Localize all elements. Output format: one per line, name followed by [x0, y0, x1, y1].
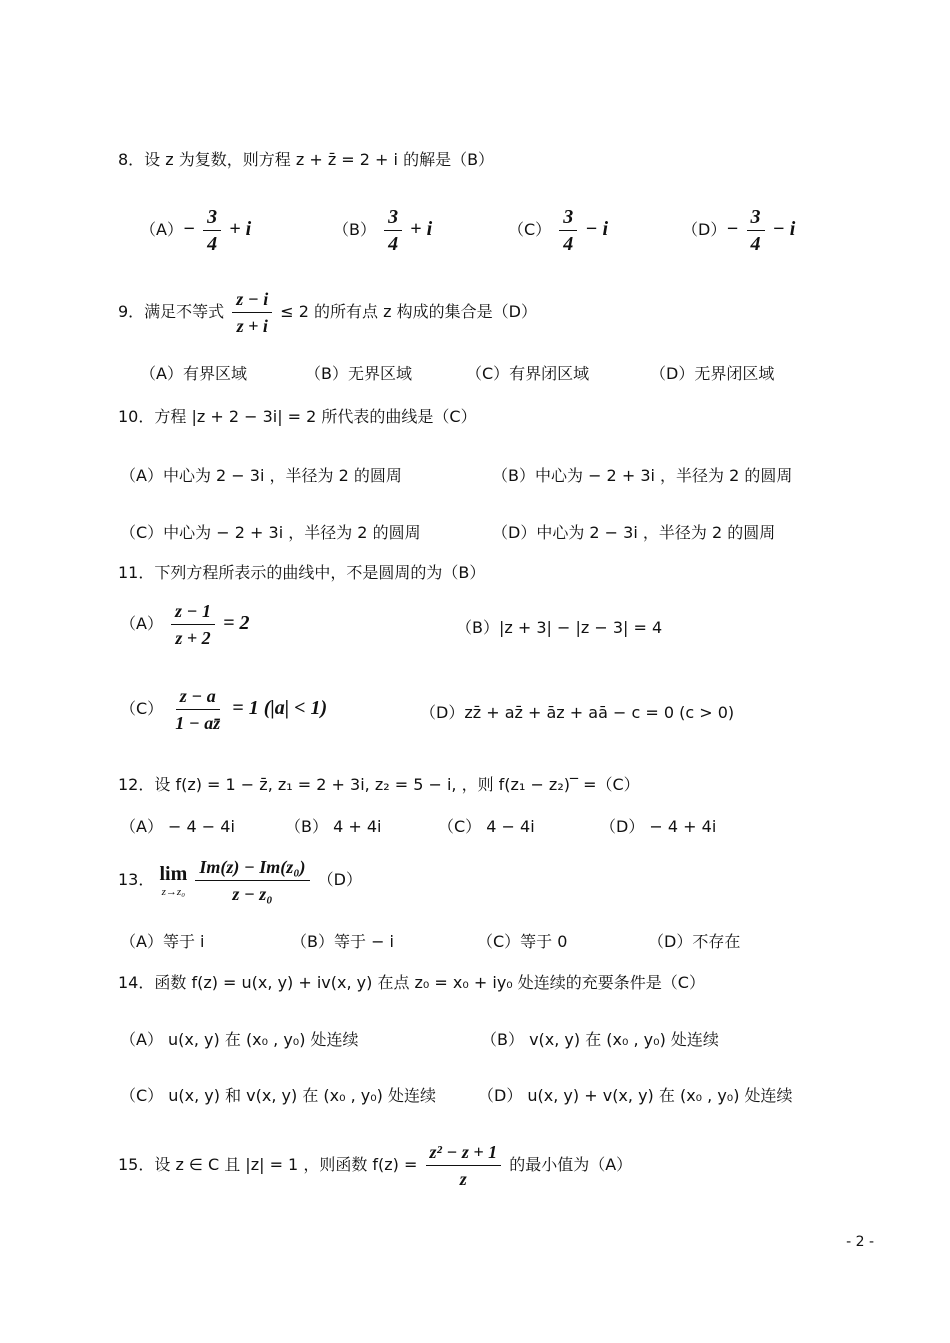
q15-stem: 15．设 z ∈ C 且 |z| = 1 ，则函数 f(z) = $\frac{\text{z² − z + 1}}{z}$ 的最小值为（A）	[118, 1142, 633, 1189]
q10-option-a: （A）中心为 2 − 3i ，半径为 2 的圆周	[120, 466, 402, 485]
q13-option-c: （C）等于 0	[477, 932, 568, 951]
q10-option-d: （D）中心为 2 − 3i ，半径为 2 的圆周	[492, 523, 776, 542]
q14-option-a: （A） u(x, y) 在 (x₀ , y₀) 处连续	[120, 1030, 359, 1049]
q14-stem: 14．函数 f(z) = u(x, y) + iv(x, y) 在点 z₀ = x₀ + iy₀ 处连续的充要条件是（C）	[118, 973, 705, 992]
q8-stem: 8．设 z 为复数，则方程 z + z̄ = 2 + i 的解是（B）	[118, 150, 495, 169]
q12-option-b: （B） 4 + 4i	[285, 817, 382, 836]
q14-option-c: （C） u(x, y) 和 v(x, y) 在 (x₀ , y₀) 处连续	[120, 1086, 436, 1105]
q12-stem: 12．设 f(z) = 1 − z̄, z₁ = 2 + 3i, z₂ = 5 − i, ，则 f(z₁ − z₂)‾ =（C）	[118, 775, 640, 794]
q9-option-c: （C）有界闭区域	[466, 364, 590, 383]
q9-option-d: （D）无界闭区域	[650, 364, 775, 383]
q8-option-a: （A）− $\frac{3}{4}$ + i	[140, 206, 252, 255]
q9-option-a: （A）有界区域	[140, 364, 247, 383]
page-number: - 2 -	[846, 1234, 874, 1250]
q11-option-d: （D）zz̄ + az̄ + āz + aā − c = 0 (c > 0)	[420, 703, 735, 722]
q12-option-c: （C） 4 − 4i	[438, 817, 535, 836]
q14-option-b: （B） v(x, y) 在 (x₀ , y₀) 处连续	[481, 1030, 719, 1049]
q10-option-c: （C）中心为 − 2 + 3i ，半径为 2 的圆周	[120, 523, 421, 542]
q11-stem: 11．下列方程所表示的曲线中，不是圆周的为（B）	[118, 563, 486, 582]
q12-option-a: （A） − 4 − 4i	[120, 817, 235, 836]
q12-option-d: （D） − 4 + 4i	[600, 817, 717, 836]
q9-stem: 9．满足不等式 $\frac{z - i}{z + i}$ ≤ 2 的所有点 z 构成的集合是（D）	[118, 289, 537, 336]
q8-option-c: （C） $\frac{3}{4}$ − i	[508, 206, 609, 255]
q13-stem: 13． lim z→z₀ $\frac{\text{Im(z) − Im(z₀)}}{\text{z − z₀}}$ （D）	[118, 857, 362, 904]
q13-option-d: （D）不存在	[648, 932, 741, 951]
q13-option-a: （A）等于 i	[120, 932, 205, 951]
q13-option-b: （B）等于 − i	[291, 932, 395, 951]
q8-option-d: （D）− $\frac{3}{4}$ − i	[682, 206, 796, 255]
q10-option-b: （B）中心为 − 2 + 3i ，半径为 2 的圆周	[492, 466, 793, 485]
q9-option-b: （B）无界区域	[305, 364, 412, 383]
q8-option-b: （B） $\frac{3}{4}$ + i	[333, 206, 433, 255]
q14-option-d: （D） u(x, y) + v(x, y) 在 (x₀ , y₀) 处连续	[478, 1086, 793, 1105]
q11-option-c: （C） $\frac{z - a}{1 - az̄}$ = 1 (|a| < 1)	[120, 686, 328, 733]
q10-stem: 10．方程 |z + 2 − 3i| = 2 所代表的曲线是（C）	[118, 407, 477, 426]
q11-option-b: （B）|z + 3| − |z − 3| = 4	[456, 618, 663, 637]
q13-limit: lim z→z₀	[159, 862, 188, 898]
q11-option-a: （A） $\frac{z - 1}{z + 2}$ = 2	[120, 601, 250, 648]
